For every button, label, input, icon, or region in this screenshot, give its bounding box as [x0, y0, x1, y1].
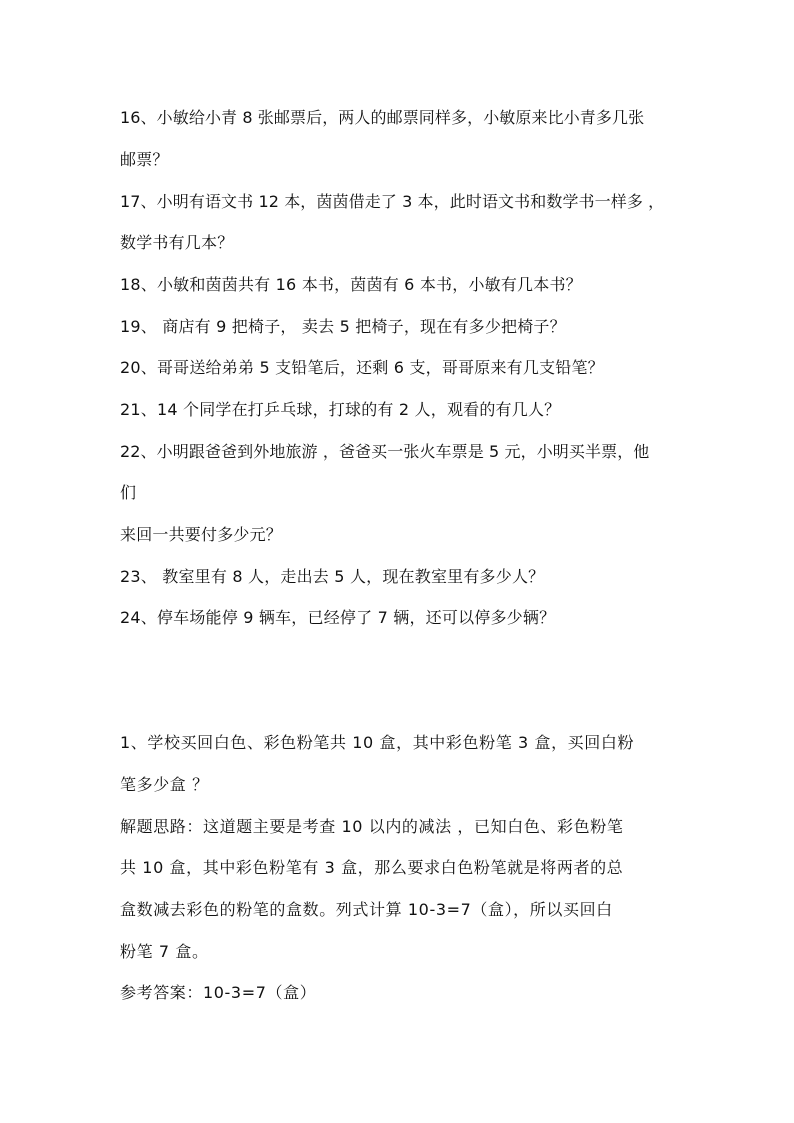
problem-17-line-2: 数学书有几本？ — [120, 233, 234, 252]
solution-answer: 参考答案：10-3=7（盒） — [120, 983, 317, 1002]
problem-23: 23、 教室里有 8 人，走出去 5 人，现在教室里有多少人？ — [120, 567, 545, 586]
solution-question-line-2: 笔多少盒 ？ — [120, 775, 209, 794]
problem-21: 21、14 个同学在打乒乓球，打球的有 2 人，观看的有几人？ — [120, 400, 561, 419]
solution-explanation-line-4: 粉笔 7 盒。 — [120, 942, 209, 961]
problem-16-line-2: 邮票？ — [120, 150, 169, 169]
solution-explanation-line-1: 解题思路：这道题主要是考查 10 以内的减法 ，已知白色、彩色粉笔 — [120, 817, 624, 836]
problem-22-line-1: 22、小明跟爸爸到外地旅游 ，爸爸买一张火车票是 5 元，小明买半票，他 — [120, 442, 650, 461]
problem-19: 19、 商店有 9 把椅子， 卖去 5 把椅子，现在有多少把椅子？ — [120, 317, 566, 336]
solution-question-line-1: 1、学校买回白色、彩色粉笔共 10 盒，其中彩色粉笔 3 盒，买回白粉 — [120, 733, 635, 752]
problem-17-line-1: 17、小明有语文书 12 本，茵茵借走了 3 本，此时语文书和数学书一样多 ， — [120, 192, 665, 211]
problem-16-line-1: 16、小敏给小青 8 张邮票后，两人的邮票同样多，小敏原来比小青多几张 — [120, 108, 645, 127]
problem-22-line-3: 来回一共要付多少元？ — [120, 525, 283, 544]
solution-explanation-line-3: 盒数减去彩色的粉笔的盒数。列式计算 10-3=7（盒），所以买回白 — [120, 900, 613, 919]
problem-22-line-2: 们 — [120, 483, 137, 502]
problem-18: 18、小敏和茵茵共有 16 本书，茵茵有 6 本书，小敏有几本书？ — [120, 275, 582, 294]
problem-24: 24、停车场能停 9 辆车，已经停了 7 辆，还可以停多少辆？ — [120, 608, 556, 627]
problem-20: 20、哥哥送给弟弟 5 支铅笔后，还剩 6 支，哥哥原来有几支铅笔？ — [120, 358, 604, 377]
solution-explanation-line-2: 共 10 盒，其中彩色粉笔有 3 盒，那么要求白色粉笔就是将两者的总 — [120, 858, 624, 877]
